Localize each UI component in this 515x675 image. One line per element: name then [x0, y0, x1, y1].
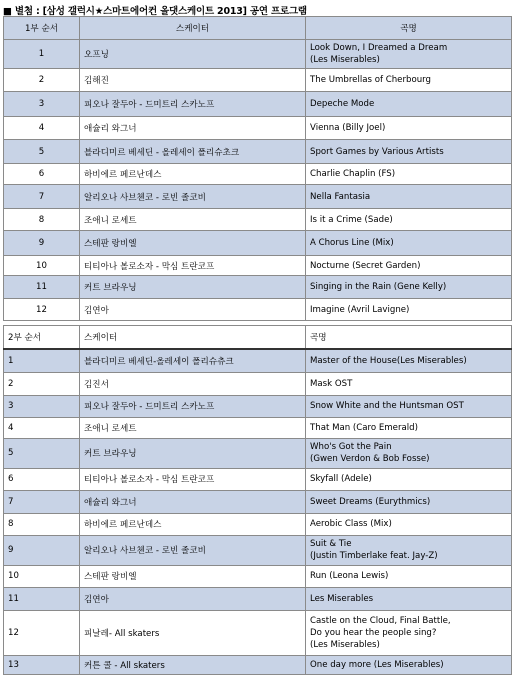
song-title-line: Depeche Mode	[310, 99, 375, 109]
song-title-line: Suit & Tie	[310, 539, 352, 549]
part1-row-6	[4, 164, 512, 185]
order-number: 4	[4, 417, 80, 438]
order-number: 9	[4, 535, 80, 565]
part1-row-4	[4, 117, 512, 140]
order-number: 4	[4, 117, 80, 140]
song-title	[306, 256, 512, 276]
song-title	[306, 490, 512, 513]
skater-name: 하비에르 페르난데스	[80, 164, 306, 185]
part2-row-3	[4, 395, 512, 417]
skater-name: 피날레- All skaters	[80, 610, 306, 655]
part2-program-table	[3, 325, 512, 675]
part1-row-9	[4, 231, 512, 256]
skater-name: 피오나 잘두아 - 드미트리 스카노프	[80, 92, 306, 117]
part1-row-7	[4, 185, 512, 209]
part1-program-table	[3, 16, 512, 321]
song-title	[306, 565, 512, 587]
skater-name: 김연아	[80, 587, 306, 610]
song-title	[306, 349, 512, 372]
skater-name: 김연아	[80, 299, 306, 321]
song-title-line: Skyfall (Adele)	[310, 474, 372, 484]
song-title	[306, 209, 512, 231]
song-title	[306, 185, 512, 209]
order-number: 6	[4, 164, 80, 185]
skater-name: 하비에르 페르난데스	[80, 513, 306, 535]
order-number: 10	[4, 565, 80, 587]
song-title	[306, 468, 512, 490]
order-number: 5	[4, 140, 80, 164]
part2-row-10	[4, 565, 512, 587]
song-title-line: Snow White and the Huntsman OST	[310, 401, 464, 411]
order-number: 1	[4, 349, 80, 372]
song-title-line: Aerobic Class (Mix)	[310, 519, 392, 529]
skater-name: 오프닝	[80, 40, 306, 69]
song-title	[306, 535, 512, 565]
skater-name: 김진서	[80, 372, 306, 395]
part2-row-4	[4, 417, 512, 438]
part2-row-9	[4, 535, 512, 565]
song-title-line: Nella Fantasia	[310, 191, 371, 202]
part2-row-13	[4, 655, 512, 674]
part1-header-song: 곡명	[306, 17, 512, 40]
part1-row-2	[4, 69, 512, 92]
skater-name: 티티아나 볼로소자 - 막심 트란코프	[80, 468, 306, 490]
skater-name: 조애니 로셰트	[80, 417, 306, 438]
song-title	[306, 69, 512, 92]
song-title-line: Les Miserables	[310, 593, 374, 604]
song-title	[306, 140, 512, 164]
part1-row-1	[4, 40, 512, 69]
song-title-line: Is it a Crime (Sade)	[310, 214, 393, 225]
song-title	[306, 513, 512, 535]
song-title-line: Look Down, I Dreamed a Dream	[310, 43, 448, 53]
order-number: 9	[4, 231, 80, 256]
song-title-line: One day more (Les Miserables)	[310, 659, 444, 670]
song-title-line: Run (Leona Lewis)	[310, 571, 389, 581]
song-title-line: Castle on the Cloud, Final Battle,	[310, 615, 451, 626]
order-number: 11	[4, 587, 80, 610]
order-number: 11	[4, 276, 80, 299]
part1-row-8	[4, 209, 512, 231]
skater-name: 블라디미르 베세딘-올레세이 폴리슈츄크	[80, 349, 306, 372]
song-title-line: Vienna (Billy Joel)	[310, 123, 386, 133]
part2-row-1	[4, 349, 512, 372]
song-title	[306, 92, 512, 117]
skater-name: 조애니 로셰트	[80, 209, 306, 231]
skater-name: 티티아나 볼로소자 - 막심 트란코프	[80, 256, 306, 276]
part1-row-12	[4, 299, 512, 321]
part2-row-7	[4, 490, 512, 513]
part2-header-row	[4, 326, 512, 350]
song-title-line: Sport Games by Various Artists	[310, 146, 444, 157]
part1-row-3	[4, 92, 512, 117]
order-number: 12	[4, 610, 80, 655]
song-title-line: (Les Miserables)	[310, 55, 380, 65]
order-number: 13	[4, 655, 80, 674]
order-number: 2	[4, 69, 80, 92]
part2-row-11	[4, 587, 512, 610]
order-number: 10	[4, 256, 80, 276]
skater-name: 김해진	[80, 69, 306, 92]
song-title	[306, 438, 512, 468]
skater-name: 커튼 콜 - All skaters	[80, 655, 306, 674]
song-title	[306, 610, 512, 655]
song-title-line: Mask OST	[310, 378, 353, 389]
part1-row-11	[4, 276, 512, 299]
order-number: 7	[4, 490, 80, 513]
part2-row-8	[4, 513, 512, 535]
order-number: 6	[4, 468, 80, 490]
part2-row-2	[4, 372, 512, 395]
song-title-line: That Man (Caro Emerald)	[310, 422, 418, 433]
skater-name: 스테판 랑비엘	[80, 231, 306, 256]
skater-name: 블라디미르 베세딘 - 올레세이 폴리슈초크	[80, 140, 306, 164]
song-title	[306, 117, 512, 140]
skater-name: 스테판 랑비엘	[80, 565, 306, 587]
song-title-line: Do you hear the people sing?	[310, 627, 437, 638]
song-title	[306, 299, 512, 321]
part2-header-song: 곡명	[306, 326, 512, 350]
song-title-line: Who's Got the Pain	[310, 442, 392, 452]
song-title-line: Charlie Chaplin (FS)	[310, 169, 396, 179]
song-title-line: Master of the House(Les Miserables)	[310, 355, 467, 366]
part1-rows	[4, 40, 512, 321]
song-title	[306, 655, 512, 674]
song-title-line: Imagine (Avril Lavigne)	[310, 304, 410, 315]
song-title	[306, 276, 512, 299]
part1-row-5	[4, 140, 512, 164]
document-heading: ■ 별첨 : [삼성 갤럭시★스마트에어컨 올댓스케이트 2013] 공연 프로그램	[3, 6, 307, 17]
part2-row-12	[4, 610, 512, 655]
song-title	[306, 231, 512, 256]
song-title-line: The Umbrellas of Cherbourg	[310, 75, 431, 85]
order-number: 3	[4, 395, 80, 417]
song-title-line: A Chorus Line (Mix)	[310, 238, 394, 248]
part2-header-order: 2부 순서	[4, 326, 80, 350]
order-number: 7	[4, 185, 80, 209]
part2-row-6	[4, 468, 512, 490]
order-number: 1	[4, 40, 80, 69]
skater-name: 피오나 잘두아 - 드미트리 스카노프	[80, 395, 306, 417]
skater-name: 애슐리 와그너	[80, 117, 306, 140]
order-number: 12	[4, 299, 80, 321]
part1-header-row	[4, 17, 512, 40]
part1-header-order: 1부 순서	[4, 17, 80, 40]
part2-row-5	[4, 438, 512, 468]
song-title	[306, 372, 512, 395]
song-title	[306, 417, 512, 438]
song-title	[306, 395, 512, 417]
song-title-line: Singing in the Rain (Gene Kelly)	[310, 282, 447, 292]
skater-name: 알리오나 사브첸코 - 로빈 졸코비	[80, 185, 306, 209]
part2-rows	[4, 349, 512, 674]
order-number: 3	[4, 92, 80, 117]
song-title-line: (Gwen Verdon & Bob Fosse)	[310, 454, 430, 464]
skater-name: 애슐리 와그너	[80, 490, 306, 513]
part1-row-10	[4, 256, 512, 276]
song-title	[306, 587, 512, 610]
skater-name: 알리오나 사브첸코 - 로빈 졸코비	[80, 535, 306, 565]
song-title-line: (Justin Timberlake feat. Jay-Z)	[310, 551, 438, 561]
order-number: 8	[4, 209, 80, 231]
part1-header-skater: 스케이터	[80, 17, 306, 40]
song-title-line: (Les Miserables)	[310, 639, 380, 650]
song-title	[306, 40, 512, 69]
part2-header-skater: 스케이터	[80, 326, 306, 350]
song-title	[306, 164, 512, 185]
skater-name: 커트 브라우닝	[80, 276, 306, 299]
skater-name: 커트 브라우닝	[80, 438, 306, 468]
order-number: 5	[4, 438, 80, 468]
song-title-line: Sweet Dreams (Eurythmics)	[310, 496, 431, 507]
order-number: 2	[4, 372, 80, 395]
song-title-line: Nocturne (Secret Garden)	[310, 260, 421, 271]
order-number: 8	[4, 513, 80, 535]
